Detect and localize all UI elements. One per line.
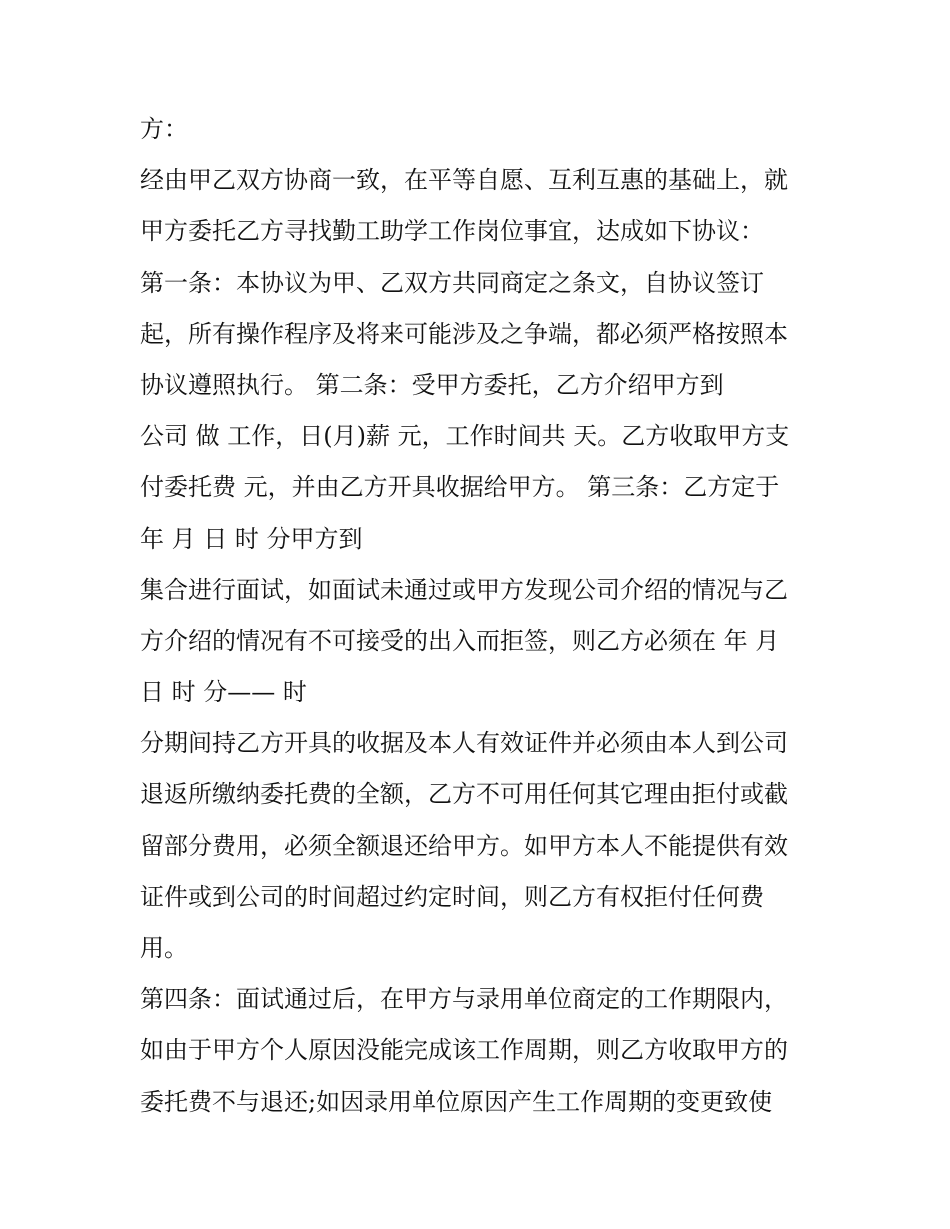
text-line: 委托费不与退还;如因录用单位原因产生工作周期的变更致使 (140, 1087, 773, 1116)
text-line: 付委托费 元，并由乙方开具收据给甲方。 第三条：乙方定于 (140, 473, 780, 502)
text-line: 证件或到公司的时间超过约定时间，则乙方有权拒付任何费 (140, 882, 764, 911)
text-line: 退返所缴纳委托费的全额，乙方不可用任何其它理由拒付或截 (140, 780, 788, 809)
text-line: 日 时 分—— 时 (140, 678, 307, 707)
text-line: 方： (140, 115, 188, 143)
text-line: 甲方委托乙方寻找勤工助学工作岗位事宜，达成如下协议： (140, 217, 764, 246)
text-line: 公司 做 工作，日(月)薪 元，工作时间共 天。乙方收取甲方支 (140, 422, 790, 451)
text-line: 方介绍的情况有不可接受的出入而拒签，则乙方必须在 年 月 (140, 626, 780, 655)
text-line: 经由甲乙双方协商一致，在平等自愿、互利互惠的基础上，就 (140, 166, 788, 195)
agreement-body (140, 104, 830, 1128)
text-line: 起，所有操作程序及将来可能涉及之争端，都必须严格按照本 (140, 319, 788, 348)
text-line: 分期间持乙方开具的收据及本人有效证件并必须由本人到公司 (140, 729, 788, 758)
text-line: 第四条：面试通过后，在甲方与录用单位商定的工作期限内， (140, 985, 788, 1014)
text-line: 留部分费用，必须全额退还给甲方。如甲方本人不能提供有效 (140, 831, 788, 860)
text-line: 用。 (140, 934, 188, 962)
text-line: 协议遵照执行。 第二条：受甲方委托，乙方介绍甲方到 (140, 370, 724, 399)
text-line: 集合进行面试，如面试未通过或甲方发现公司介绍的情况与乙 (140, 575, 788, 604)
text-line: 年 月 日 时 分甲方到 (140, 524, 363, 553)
text-line: 如由于甲方个人原因没能完成该工作周期，则乙方收取甲方的 (140, 1036, 788, 1065)
text-line: 第一条：本协议为甲、乙双方共同商定之条文，自协议签订 (140, 268, 764, 297)
